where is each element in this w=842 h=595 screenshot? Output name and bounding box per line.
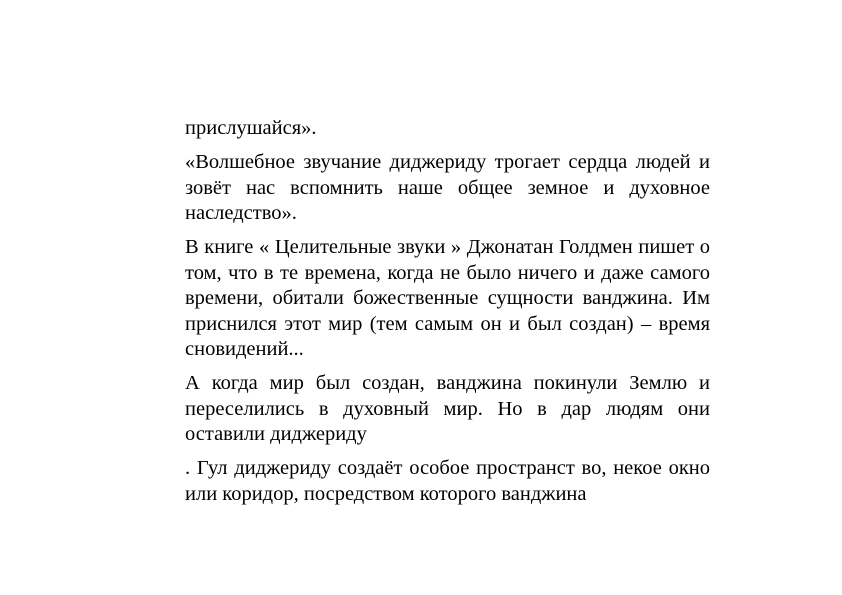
document-body (185, 116, 710, 516)
paragraph: А когда мир был создан, ванджина покинули Землю и переселились в духовный мир. Но в дар людям они оставили диджериду (185, 372, 710, 445)
paragraph: . Гул диджериду создаёт особое пространст во, некое окно или коридор, посредством которого ванджина (185, 457, 710, 505)
paragraph: «Волшебное звучание диджериду трогает сердца людей и зовёт нас вспомнить наше общее земное и духовное наследство». (185, 151, 710, 224)
paragraph: В книге « Целительные звуки » Джонатан Голдмен пишет о том, что в те времена, когда не было ничего и даже самого времени, обитали божественные сущности ванджина. Им приснился этот мир (тем самым он и был создан) – время сновидений... (185, 236, 710, 360)
paragraph: прислушайся». (185, 117, 317, 139)
